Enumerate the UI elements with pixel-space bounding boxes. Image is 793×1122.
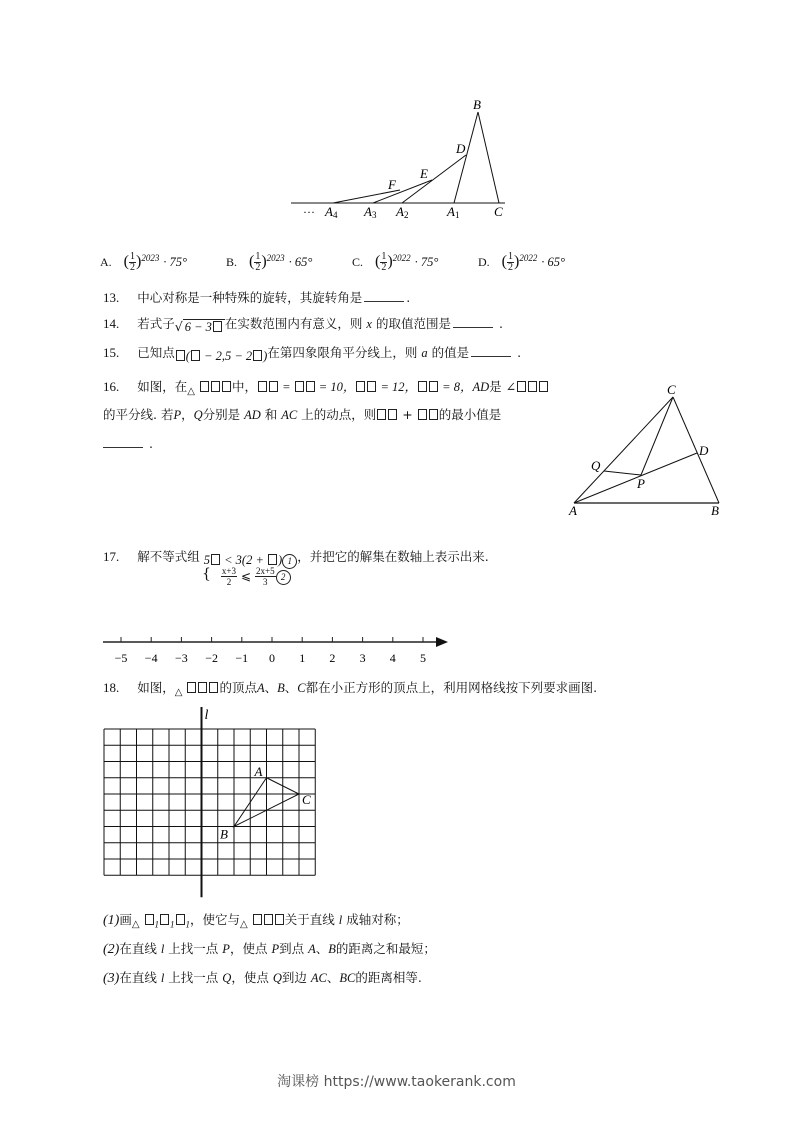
placeholder-box	[145, 914, 154, 925]
text: 中，	[231, 379, 257, 394]
placeholder-box	[268, 554, 277, 565]
sub-number: (1)	[103, 913, 120, 928]
question-15	[103, 343, 521, 364]
label-D: D	[456, 141, 466, 156]
text: 分别是	[202, 407, 241, 422]
placeholder-box	[356, 381, 365, 392]
equals-12: = 12，	[377, 380, 418, 394]
question-17	[103, 547, 489, 569]
figure-q16-diagram	[560, 380, 740, 525]
tick-label: −1	[235, 651, 249, 665]
numerator: 1	[129, 251, 135, 262]
comma: ，	[181, 407, 194, 422]
paren-open: (	[249, 253, 255, 270]
question-text-post2: 的取值范围是	[375, 316, 451, 331]
segment-AC	[574, 397, 673, 503]
question-14	[103, 314, 503, 335]
fraction-right	[255, 566, 276, 587]
placeholder-box	[200, 381, 209, 392]
line-l-ref: l	[160, 942, 165, 956]
placeholder-box	[377, 409, 386, 420]
text: 的平分线. 若	[103, 407, 174, 422]
point-A: A	[308, 942, 316, 956]
placeholder-box	[222, 381, 231, 392]
sqrt-content: 6 − 3	[184, 320, 212, 334]
denominator: 2	[255, 262, 261, 273]
question-18	[103, 678, 597, 698]
paren-close: )	[263, 349, 268, 363]
tick-label: 1	[299, 651, 306, 665]
text: 的顶点	[219, 680, 257, 695]
tick-label: 5	[420, 651, 426, 665]
placeholder-box	[191, 350, 200, 361]
question-text-post: 在实数范围内有意义，则	[224, 316, 363, 331]
label-A1: A1	[447, 204, 460, 220]
text: 是	[489, 379, 502, 394]
option-c	[352, 252, 438, 273]
question-number: 16.	[103, 379, 120, 394]
paren-close: )	[261, 253, 267, 270]
subquestion-2	[103, 939, 436, 958]
numerator: 1	[507, 251, 513, 262]
equals-8: = 8，	[439, 380, 473, 394]
segment-A3E	[373, 180, 432, 203]
numerator: x+3	[221, 566, 236, 576]
tick-label: −3	[175, 651, 188, 665]
angle-value: · 65°	[541, 255, 566, 269]
paren-open: (	[123, 253, 129, 270]
text: 到边	[281, 970, 307, 985]
label-C: C	[494, 204, 503, 219]
arrow-head	[436, 637, 448, 647]
segment-CP	[641, 397, 673, 475]
equals: =	[278, 380, 294, 394]
segment-BC	[673, 397, 719, 503]
point-Q: Q	[272, 971, 282, 985]
text: ，使点	[229, 941, 268, 956]
point-Q: Q	[193, 408, 203, 422]
placeholder-box	[528, 381, 537, 392]
triangle-symbol: △	[131, 919, 140, 930]
tick-label: 0	[269, 651, 275, 665]
period: .	[406, 290, 411, 305]
tick-label: 4	[389, 651, 396, 665]
circled-number-1: 1	[282, 554, 297, 569]
numerator: 1	[381, 251, 387, 262]
exponent: 2022	[519, 252, 538, 263]
text: 的距离相等.	[355, 970, 422, 985]
placeholder-box	[429, 381, 438, 392]
placeholder-box	[539, 381, 548, 392]
angle-symbol: ∠	[505, 379, 517, 394]
line-l-ref: l	[338, 913, 343, 927]
plus: +	[398, 407, 417, 422]
text: 如图，在	[137, 379, 188, 394]
label-line-l: l	[204, 708, 209, 723]
ineq-part: )	[278, 553, 283, 567]
sep: 、	[264, 680, 278, 695]
figure-q12-diagram	[0, 0, 793, 230]
subscript: 1	[185, 919, 191, 930]
equals-10: = 10，	[315, 380, 356, 394]
question-text-pre: 已知点	[137, 345, 175, 360]
placeholder-box	[275, 914, 284, 925]
placeholder-box	[187, 682, 196, 693]
point-P: P	[271, 942, 280, 956]
sep: 、	[284, 680, 298, 695]
fraction	[507, 252, 514, 273]
placeholder-box	[176, 350, 185, 361]
brace: {	[202, 566, 211, 582]
placeholder-box	[388, 409, 397, 420]
label-C: C	[667, 382, 676, 397]
denominator: 2	[226, 577, 232, 587]
point-expression	[175, 349, 268, 363]
text: 画	[119, 912, 132, 927]
tick-label: 3	[359, 651, 366, 665]
denominator: 3	[263, 577, 268, 587]
question-number: 17.	[103, 549, 120, 564]
placeholder-box	[264, 914, 273, 925]
option-b	[226, 252, 312, 273]
tick-label: 2	[329, 651, 336, 665]
segment-AD: AD	[472, 380, 490, 394]
period: .	[517, 345, 522, 360]
placeholder-box	[258, 381, 267, 392]
placeholder-box	[211, 381, 220, 392]
question-number: 15.	[103, 345, 120, 360]
placeholder-box	[213, 321, 222, 332]
ineq-part: < 3(2 +	[220, 553, 268, 567]
placeholder-box	[295, 381, 304, 392]
option-letter: A.	[100, 255, 112, 269]
placeholder-box	[418, 409, 427, 420]
text: 到点	[279, 941, 305, 956]
point-P: P	[173, 408, 182, 422]
footer-watermark: 淘课榜 https://www.taokerank.com	[277, 1074, 516, 1090]
point-B: B	[328, 942, 336, 956]
tick-label: −4	[144, 651, 158, 665]
sep: 、	[326, 970, 340, 985]
answer-blank[interactable]	[453, 326, 493, 328]
answer-blank[interactable]	[103, 446, 143, 448]
circled-number-2: 2	[276, 570, 291, 585]
numerator: 2x+5	[256, 566, 275, 576]
label-dots: ···	[303, 205, 315, 219]
text: 都在小正方形的顶点上，利用网格线按下列要求画图.	[305, 680, 598, 695]
label-Q: Q	[591, 458, 601, 473]
numerator: 1	[255, 251, 261, 262]
placeholder-box	[269, 381, 278, 392]
label-D: D	[699, 443, 709, 458]
option-d	[478, 252, 565, 273]
expr-middle: − 2,5 − 2	[200, 349, 253, 363]
placeholder-box	[160, 914, 169, 925]
text: 在直线	[119, 970, 157, 985]
number-line	[100, 630, 460, 666]
label-B: B	[473, 97, 481, 112]
text: 解不等式组	[137, 549, 200, 564]
text: 的距离之和最短；	[335, 941, 436, 956]
placeholder-box	[517, 381, 526, 392]
tick-label: −2	[205, 651, 218, 665]
question-16-line-1	[103, 377, 549, 397]
figure-q18-grid	[95, 700, 335, 900]
line-l-ref: l	[160, 971, 165, 985]
paren-close: )	[387, 253, 393, 270]
tick-label: −5	[114, 651, 128, 665]
sub-number: (2)	[103, 942, 120, 957]
text: 上的动点，则	[301, 407, 377, 422]
triangle-symbol: △	[240, 919, 248, 930]
angle-value: · 75°	[163, 255, 188, 269]
paren-close: )	[513, 253, 520, 270]
segment-A1B	[454, 112, 478, 203]
label-A3: A3	[364, 204, 377, 220]
option-letter: D.	[478, 255, 490, 269]
exponent: 2023	[266, 252, 285, 263]
segment-AC: AC	[310, 971, 327, 985]
answer-blank[interactable]	[364, 300, 404, 302]
denominator: 2	[507, 262, 513, 273]
angle-value: · 75°	[414, 255, 439, 269]
label-B: B	[711, 503, 719, 518]
inequality-1	[204, 553, 297, 567]
question-text: 中心对称是一种特殊的旋转，其旋转角是	[137, 290, 363, 305]
label-P: P	[637, 476, 645, 491]
subquestion-3	[103, 968, 422, 987]
fraction-left	[221, 566, 237, 587]
text: 上找一点	[168, 941, 219, 956]
option-letter: B.	[226, 255, 238, 269]
placeholder-box	[211, 554, 220, 565]
sep: 、	[315, 941, 329, 956]
placeholder-box	[367, 381, 376, 392]
exponent: 2023	[141, 252, 160, 263]
point-P: P	[222, 942, 230, 956]
subquestion-1	[103, 910, 409, 930]
placeholder-box	[209, 682, 218, 693]
denominator: 2	[381, 262, 387, 273]
question-16-line-3	[103, 436, 153, 451]
leq-symbol: ⩽	[240, 569, 252, 583]
text: 成轴对称；	[346, 912, 409, 927]
label-B: B	[220, 826, 228, 842]
text: 如图，	[137, 680, 175, 695]
placeholder-box	[429, 409, 438, 420]
sqrt-expression: √ 6 − 3	[175, 319, 225, 334]
segment-QP	[604, 471, 641, 475]
label-A4: A4	[325, 204, 338, 220]
placeholder-box	[306, 381, 315, 392]
paren-open: (	[501, 253, 507, 270]
text: 的最小值是	[438, 407, 502, 422]
denominator: 2	[129, 262, 135, 273]
text: 和	[264, 407, 278, 422]
triangle-symbol: △	[187, 386, 195, 397]
question-number: 18.	[103, 680, 120, 695]
subscript: 1	[170, 919, 175, 930]
question-text-post: 在第四象限角平分线上，则	[267, 345, 418, 360]
text: 关于直线	[284, 912, 335, 927]
placeholder-box	[253, 914, 262, 925]
period: .	[498, 316, 503, 331]
question-text-post2: 的值是	[431, 345, 470, 360]
text: ，并把它的解集在数轴上表示出来.	[297, 549, 489, 564]
question-number: 13.	[103, 290, 120, 305]
question-text-pre: 若式子	[137, 316, 175, 331]
segment-AD: AD	[244, 408, 261, 422]
inequality-2	[202, 566, 291, 587]
text: 上找一点	[168, 970, 219, 985]
segment-AC: AC	[281, 408, 298, 422]
question-number: 14.	[103, 316, 120, 331]
text: 在直线	[119, 941, 157, 956]
period: .	[148, 436, 153, 451]
point-B: B	[277, 681, 285, 695]
placeholder-box	[176, 914, 185, 925]
paren-open: (	[375, 253, 381, 270]
label-F: F	[388, 177, 396, 192]
variable-a: a	[421, 346, 428, 360]
paren-close: )	[135, 253, 142, 270]
text: ，使它与	[190, 912, 241, 927]
exponent: 2022	[392, 252, 411, 263]
sub-number: (3)	[103, 971, 120, 986]
ineq-part: 5	[203, 553, 210, 567]
text: ，使点	[231, 970, 269, 985]
label-A2: A2	[396, 204, 409, 220]
angle-value: · 65°	[288, 255, 313, 269]
triangle-symbol: △	[174, 687, 183, 698]
placeholder-box	[418, 381, 427, 392]
label-A: A	[569, 503, 577, 518]
label-E: E	[420, 166, 428, 181]
option-a	[100, 252, 187, 273]
subscript: 1	[154, 919, 160, 930]
answer-blank[interactable]	[471, 355, 511, 357]
segment-BC: BC	[339, 971, 356, 985]
point-Q: Q	[222, 971, 232, 985]
point-A: A	[256, 681, 265, 695]
paren-open: (	[185, 349, 190, 363]
segment-BC	[478, 112, 499, 203]
variable-x: x	[366, 317, 372, 331]
point-C: C	[297, 681, 306, 695]
placeholder-box	[198, 682, 207, 693]
question-16-line-2	[103, 405, 501, 423]
fraction	[129, 252, 136, 273]
label-A: A	[254, 763, 263, 779]
label-C: C	[302, 792, 311, 807]
question-13	[103, 288, 410, 306]
placeholder-box	[253, 350, 262, 361]
option-letter: C.	[352, 255, 364, 269]
